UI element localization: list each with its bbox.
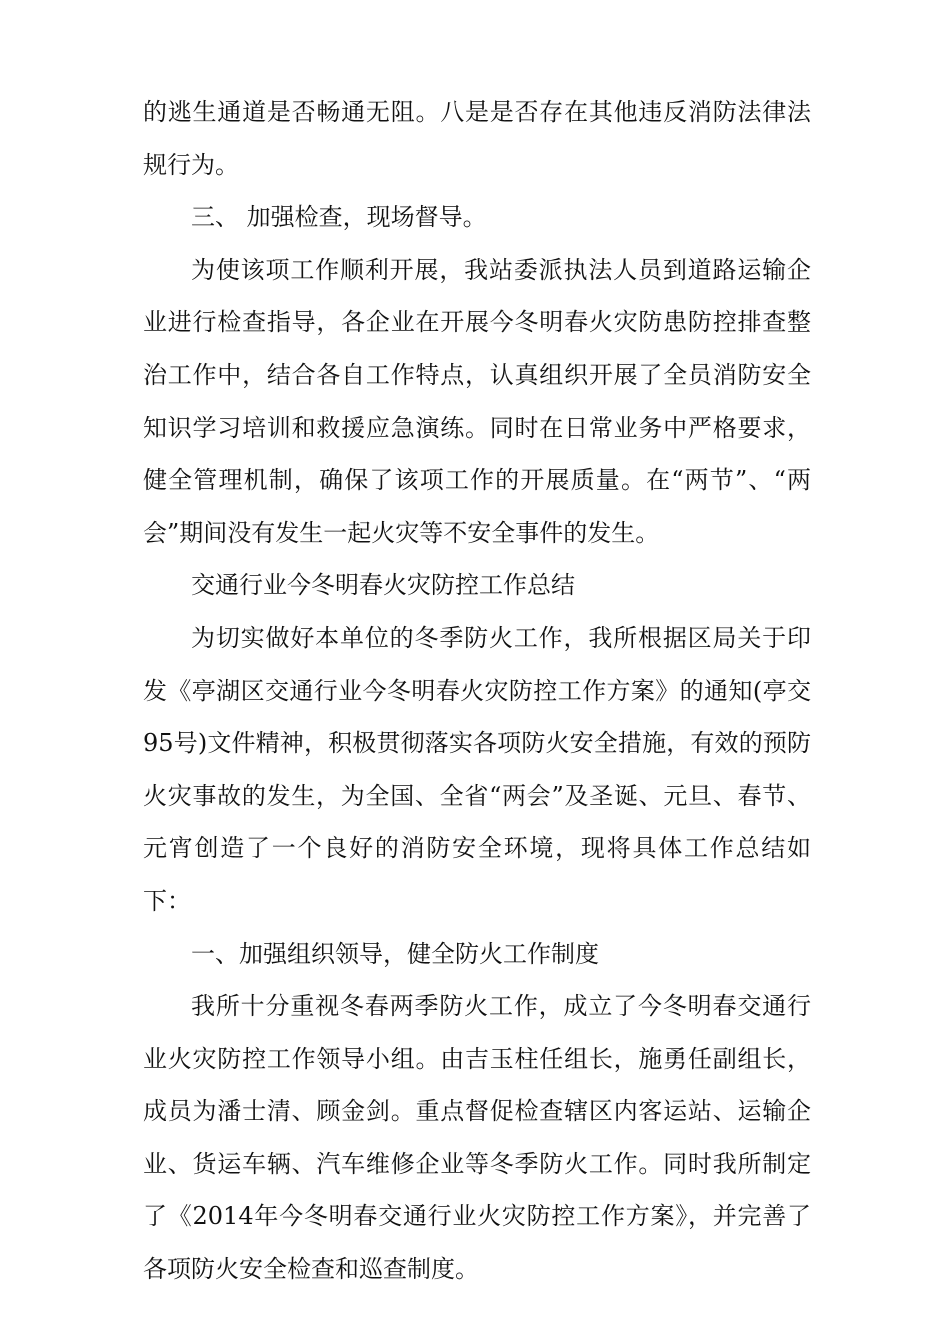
document-title: 交通行业今冬明春火灾防控工作总结 [191, 571, 575, 600]
document-body [143, 86, 811, 1296]
paragraph-1: 的逃生通道是否畅通无阻。八是是否存在其他违反消防法律法规行为。 [143, 98, 811, 179]
paragraph-2: 为使该项工作顺利开展，我站委派执法人员到道路运输企业进行检查指导，各企业在开展今冬明春火灾防患防控排查整治工作中，结合各自工作特点，认真组织开展了全员消防安全知识学习培训和救援应急演练。同时在日常业务中严格要求，健全管理机制，确保了该项工作的开展质量。在“两节”、“两会”期间没有发生一起火灾等不安全事件的发生。 [143, 255, 811, 547]
paragraph-3: 为切实做好本单位的冬季防火工作，我所根据区局关于印发《亭湖区交通行业今冬明春火灾防控工作方案》的通知(亭交 95号)文件精神，积极贯彻落实各项防火安全措施，有效的预防火灾事故的发生，为全国、全省“两会”及圣诞、元旦、春节、元宵创造了一个良好的消防安全环境，现将具体工作总结如下： [143, 623, 811, 915]
section-heading-1: 一、加强组织领导，健全防火工作制度 [191, 939, 599, 968]
section-heading-3: 三、 加强检查，现场督导。 [191, 203, 487, 232]
paragraph-4: 我所十分重视冬春两季防火工作，成立了今冬明春交通行业火灾防控工作领导小组。由吉玉柱任组长，施勇任副组长，成员为潘士清、顾金剑。重点督促检查辖区内客运站、运输企业、货运车辆、汽车维修企业等冬季防火工作。同时我所制定了《2014年今冬明春交通行业火灾防控工作方案》，并完善了各项防火安全检查和巡查制度。 [143, 992, 811, 1284]
